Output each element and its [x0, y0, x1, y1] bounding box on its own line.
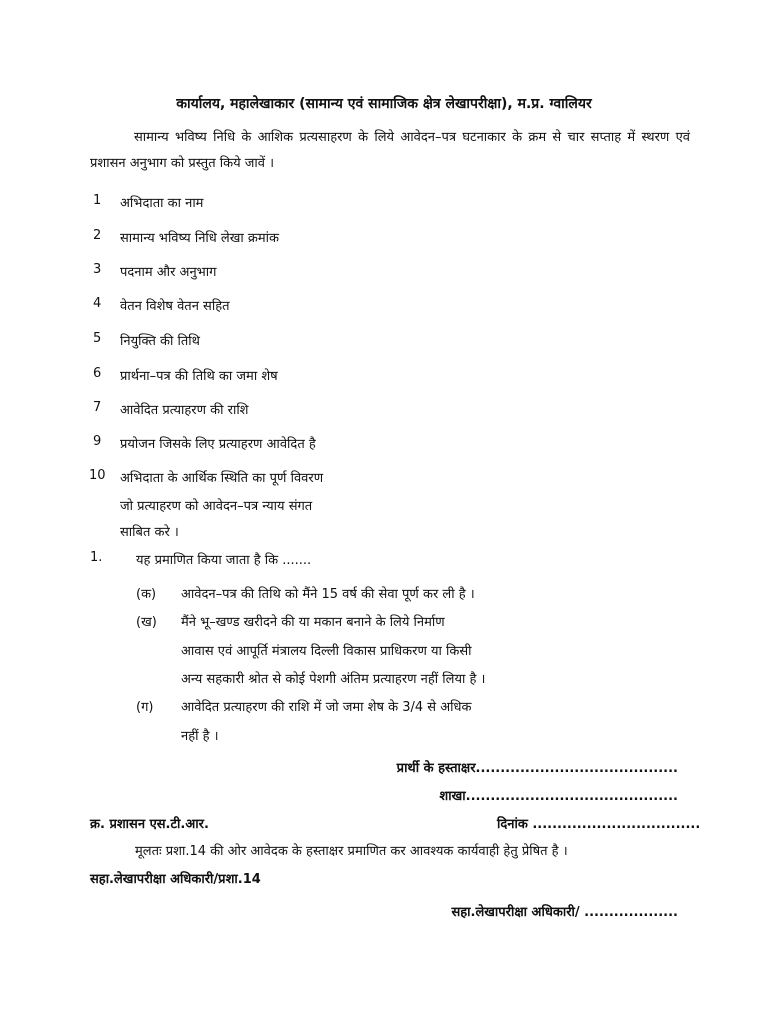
sub-item-line: अन्य सहकारी श्रोत से कोई पेशगी अंतिम प्रत्याहरण नहीं लिया है ।: [181, 672, 486, 687]
date-field: दिनांक ..................................: [497, 817, 701, 832]
certificate-number: 1.: [90, 550, 103, 565]
forward-text: मूलतः प्रशा.14 की ओर आवेदक के हस्ताक्षर प्रमाणित कर आवश्यक कार्यवाही हेतु प्रेषित है ।: [135, 844, 568, 859]
item-number: 6: [93, 366, 102, 381]
sub-item-label: (ख): [136, 615, 157, 630]
item-label: प्रार्थना–पत्र की तिथि का जमा शेष: [120, 369, 278, 384]
item-label: सामान्य भविष्य निधि लेखा क्रमांक: [120, 231, 279, 246]
branch-field: शाखा...........................................: [439, 789, 678, 804]
item-number: 7: [93, 400, 102, 415]
reference-number: क्र. प्रशासन एस.टी.आर.: [90, 817, 209, 832]
item10-continuation: जो प्रत्याहरण को आवेदन–पत्र न्याय संगत: [120, 499, 313, 514]
officer-right: सहा.लेखापरीक्षा अधिकारी/ ...................: [451, 905, 678, 920]
item-label: पदनाम और अनुभाग: [120, 265, 217, 280]
certificate-text: यह प्रमाणित किया जाता है कि .......: [136, 553, 312, 568]
officer-left: सहा.लेखापरीक्षा अधिकारी/प्रशा.14: [90, 872, 261, 887]
item-label: प्रयोजन जिसके लिए प्रत्याहरण आवेदित है: [120, 437, 316, 452]
sub-item-line: आवेदित प्रत्याहरण की राशि में जो जमा शेष के 3/4 से अधिक: [181, 700, 472, 715]
item-label: अभिदाता के आर्थिक स्थिति का पूर्ण विवरण: [120, 471, 324, 486]
item10-continuation: साबित करे ।: [120, 525, 179, 540]
sub-item-line: मैंने भू–खण्ड खरीदने की या मकान बनाने के लिये निर्माण: [181, 615, 445, 630]
document-title: कार्यालय, महालेखाकार (सामान्य एवं सामाजिक क्षेत्र लेखापरीक्षा), म.प्र. ग्वालियर: [176, 96, 592, 112]
item-number: 1: [93, 193, 102, 208]
item-number: 10: [89, 468, 106, 483]
item-number: 9: [93, 434, 102, 449]
item-label: नियुक्ति की तिथि: [120, 334, 200, 349]
item-number: 4: [93, 296, 102, 311]
sub-item-label: (ग): [136, 700, 154, 715]
item-number: 5: [93, 331, 102, 346]
sub-item-line: आवास एवं आपूर्ति मंत्रालय दिल्ली विकास प्राधिकरण या किसी: [181, 644, 472, 659]
sub-item-label: (क): [136, 587, 157, 602]
item-label: वेतन विशेष वेतन सहित: [120, 299, 230, 314]
sub-item-line: नहीं है ।: [181, 729, 219, 744]
sub-item-line: आवेदन–पत्र की तिथि को मैंने 15 वर्ष की सेवा पूर्ण कर ली है ।: [181, 587, 475, 602]
item-number: 3: [93, 262, 102, 277]
item-label: आवेदित प्रत्याहरण की राशि: [120, 403, 249, 418]
item-number: 2: [93, 228, 102, 243]
intro-paragraph: सामान्य भविष्य निधि के आशिक प्रत्यसाहरण के लिये आवेदन–पत्र घटनाकार के क्रम से चार सप्ताह में स्थरण एवं प्रशासन अनुभाग को प्रस्तुत किये जावें ।: [90, 130, 690, 171]
item-label: अभिदाता का नाम: [120, 196, 204, 211]
applicant-signature: प्रार्थी के हस्ताक्षर.........................................: [396, 761, 678, 776]
